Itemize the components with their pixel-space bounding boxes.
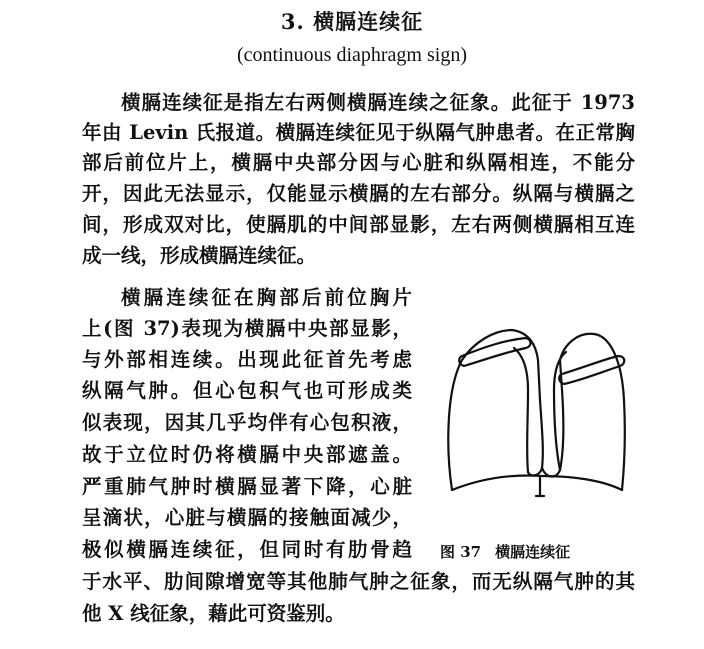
paragraph2-line-7: 严重肺气肿时横膈显著下降，心脏 (82, 475, 412, 498)
paragraph2-line-6: 故于立位时仍将横膈中央部遮盖。 (82, 443, 412, 466)
paragraph1-line-6: 成一线，形成横膈连续征。 (82, 244, 317, 267)
paragraph1-line-2: 年由 Levin 氏报道。横膈连续征见于纵隔气肿患者。在正常胸 (82, 121, 635, 144)
figure-caption-text: 横膈连续征 (495, 543, 571, 561)
paragraph1-line-4: 开，因此无法显示，仅能显示横膈的左右部分。纵隔与横膈之 (82, 182, 635, 205)
paragraph1-line-1: 横膈连续征是指左右两侧横膈连续之征象。此征于 1973 (121, 91, 635, 114)
paragraph2-line-3: 与外部相连续。出现此征首先考虑 (82, 348, 412, 371)
mediastinum-left (514, 348, 528, 472)
paragraph2-line-11: 他 X 线征象，藉此可资鉴别。 (82, 602, 345, 625)
paragraph2-line-2: 上(图 37)表现为横膈中央部显影， (82, 317, 412, 340)
section-subtitle: (continuous diaphragm sign) (237, 44, 467, 66)
paragraph2-line-9: 极似横膈连续征，但同时有肋骨趋 (82, 538, 412, 561)
paragraph1-line-3: 部后前位片上，横膈中央部分因与心脏和纵隔相连，不能分 (82, 151, 635, 174)
left-clavicle (459, 338, 530, 366)
paragraph2-line-4: 纵隔气肿。但心包积气也可形成类 (82, 379, 412, 402)
paragraph2-line-1: 横膈连续征在胸部后前位胸片 (121, 286, 412, 309)
paragraph2-line-8: 呈滴状，心脏与横膈的接触面减少， (82, 506, 412, 529)
figure-37-diagram (432, 300, 632, 530)
figure-caption (440, 541, 570, 562)
right-clavicle (559, 356, 624, 384)
diaphragm-line (452, 476, 622, 490)
paragraph2-line-10: 于水平、肋间隙增宽等其他肺气肿之征象，而无纵隔气肿的其 (82, 570, 635, 593)
section-title: 3. 横膈连续征 (280, 9, 424, 34)
paragraph2-line-5: 似表现，因其几乎均伴有心包积液， (82, 411, 412, 434)
figure-label: 图 37 (440, 543, 482, 561)
paragraph1-line-5: 间，形成双对比，使膈肌的中间部显影，左右两侧横膈相互连 (82, 213, 635, 236)
